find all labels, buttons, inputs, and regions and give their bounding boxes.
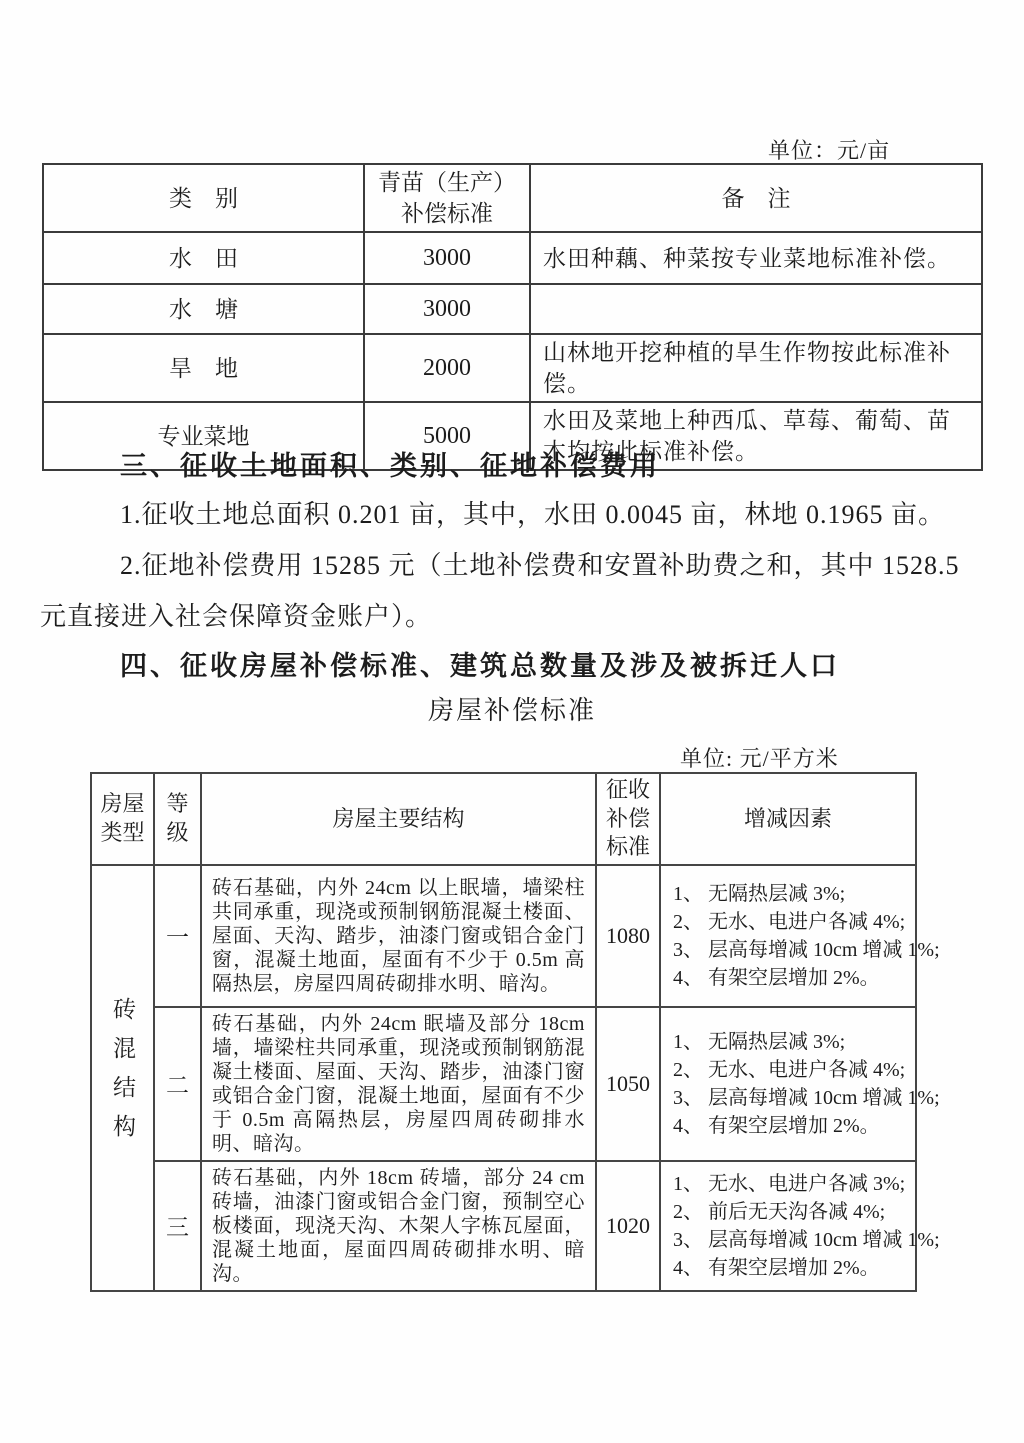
paragraph-compensation-fee-line2: 元直接进入社会保障资金账户）。 <box>40 602 433 631</box>
crop-category: 专业菜地 <box>43 402 364 470</box>
table-row <box>91 1007 916 1161</box>
house-factors <box>660 1007 940 1161</box>
table-row <box>91 1161 916 1291</box>
table-row <box>43 284 982 334</box>
house-grade: 二 <box>154 1007 201 1161</box>
house-standard: 1050 <box>596 1007 660 1161</box>
factor-item: 3、 层高每增减 10cm 增减 1%; <box>673 938 940 961</box>
house-grade: 一 <box>154 865 201 1007</box>
crop-remark: 水田及菜地上种西瓜、草莓、葡萄、苗木均按此标准补偿。 <box>530 402 982 470</box>
house-compensation-table <box>90 772 940 1292</box>
factor-item: 1、 无隔热层减 3%; <box>673 1030 846 1053</box>
factor-item: 1、 无水、电进户各减 3%; <box>673 1172 906 1195</box>
factor-item: 4、 有架空层增加 2%。 <box>673 1114 880 1137</box>
factor-item: 1、 无隔热层减 3%; <box>673 882 846 905</box>
crop-category: 水 田 <box>43 232 364 284</box>
table-row <box>43 232 982 284</box>
crop-standard: 5000 <box>364 402 530 470</box>
house-structure: 砖石基础，内外 24cm 眠墙及部分 18cm 墙，墙梁柱共同承重，现浇或预制钢筋混凝土楼面、屋面、天沟、踏步，油漆门窗或铝合金门窗，混凝土地面，屋面有不少于 0.5m 高隔热层，房屋四周砖砌排水明、暗沟。 <box>201 1007 596 1161</box>
house-header-type: 房屋类型 <box>91 773 154 865</box>
crop-standard: 3000 <box>364 232 530 284</box>
crop-table-header-row <box>43 164 982 232</box>
house-factors <box>660 1161 940 1291</box>
section-4-heading: 四、征收房屋补偿标准、建筑总数量及涉及被拆迁人口 <box>120 651 840 681</box>
crop-header-category: 类 别 <box>43 164 364 232</box>
crop-header-remark: 备 注 <box>530 164 982 232</box>
house-header-standard: 征收补偿标准 <box>596 773 660 865</box>
house-table-subtitle: 房屋补偿标准 <box>427 696 596 725</box>
house-header-grade: 等级 <box>154 773 201 865</box>
house-structure: 砖石基础，内外 24cm 以上眠墙，墙梁柱共同承重，现浇或预制钢筋混凝土楼面、屋面、天沟、踏步，油漆门窗或铝合金门窗，混凝土地面，屋面有不少于 0.5m 高隔热层，房屋四周砖砌排水明、暗沟。 <box>201 865 596 1007</box>
factor-item: 3、 层高每增减 10cm 增减 1%; <box>673 1086 940 1109</box>
house-header-factors: 增减因素 <box>660 773 916 865</box>
crop-remark: 山林地开挖种植的旱生作物按此标准补偿。 <box>530 334 982 402</box>
crop-compensation-table <box>42 163 983 471</box>
table-row <box>43 334 982 402</box>
paragraph-compensation-fee-line1: 2.征地补偿费用 15285 元（土地补偿费和安置补助费之和，其中 1528.5 <box>120 551 960 580</box>
house-table-header-row <box>91 773 916 865</box>
factor-item: 2、 前后无天沟各减 4%; <box>673 1200 886 1223</box>
section-3-heading: 三、征收土地面积、类别、征地补偿费用 <box>120 451 660 481</box>
house-type-label: 砖混结构 <box>110 997 135 1154</box>
house-structure: 砖石基础，内外 18cm 砖墙，部分 24 cm 砖墙，油漆门窗或铝合金门窗，预制空心板楼面，现浇天沟、木架人字栋瓦屋面，混凝土地面，屋面四周砖砌排水明、暗沟。 <box>201 1161 596 1291</box>
table-row <box>91 865 916 1007</box>
factor-item: 3、 层高每增减 10cm 增减 1%; <box>673 1228 940 1251</box>
unit-label-crop-table: 单位：元/亩 <box>768 138 891 163</box>
crop-category: 旱 地 <box>43 334 364 402</box>
crop-remark: 水田种藕、种菜按专业菜地标准补偿。 <box>530 232 982 284</box>
factor-item: 2、 无水、电进户各减 4%; <box>673 1058 906 1081</box>
crop-remark <box>530 284 982 334</box>
house-type-cell <box>91 865 154 1291</box>
paragraph-land-area: 1.征收土地总面积 0.201 亩，其中，水田 0.0045 亩，林地 0.1965 亩。 <box>120 500 946 529</box>
crop-category: 水 塘 <box>43 284 364 334</box>
house-grade: 三 <box>154 1161 201 1291</box>
factor-item: 4、 有架空层增加 2%。 <box>673 1256 880 1279</box>
house-factors <box>660 865 940 1007</box>
factor-item: 2、 无水、电进户各减 4%; <box>673 910 906 933</box>
house-header-structure: 房屋主要结构 <box>201 773 596 865</box>
crop-standard: 2000 <box>364 334 530 402</box>
house-standard: 1080 <box>596 865 660 1007</box>
crop-standard: 3000 <box>364 284 530 334</box>
factor-item: 4、 有架空层增加 2%。 <box>673 966 880 989</box>
unit-label-house-table: 单位: 元/平方米 <box>680 746 839 771</box>
house-standard: 1020 <box>596 1161 660 1291</box>
crop-header-standard: 青苗（生产）补偿标准 <box>364 164 530 232</box>
